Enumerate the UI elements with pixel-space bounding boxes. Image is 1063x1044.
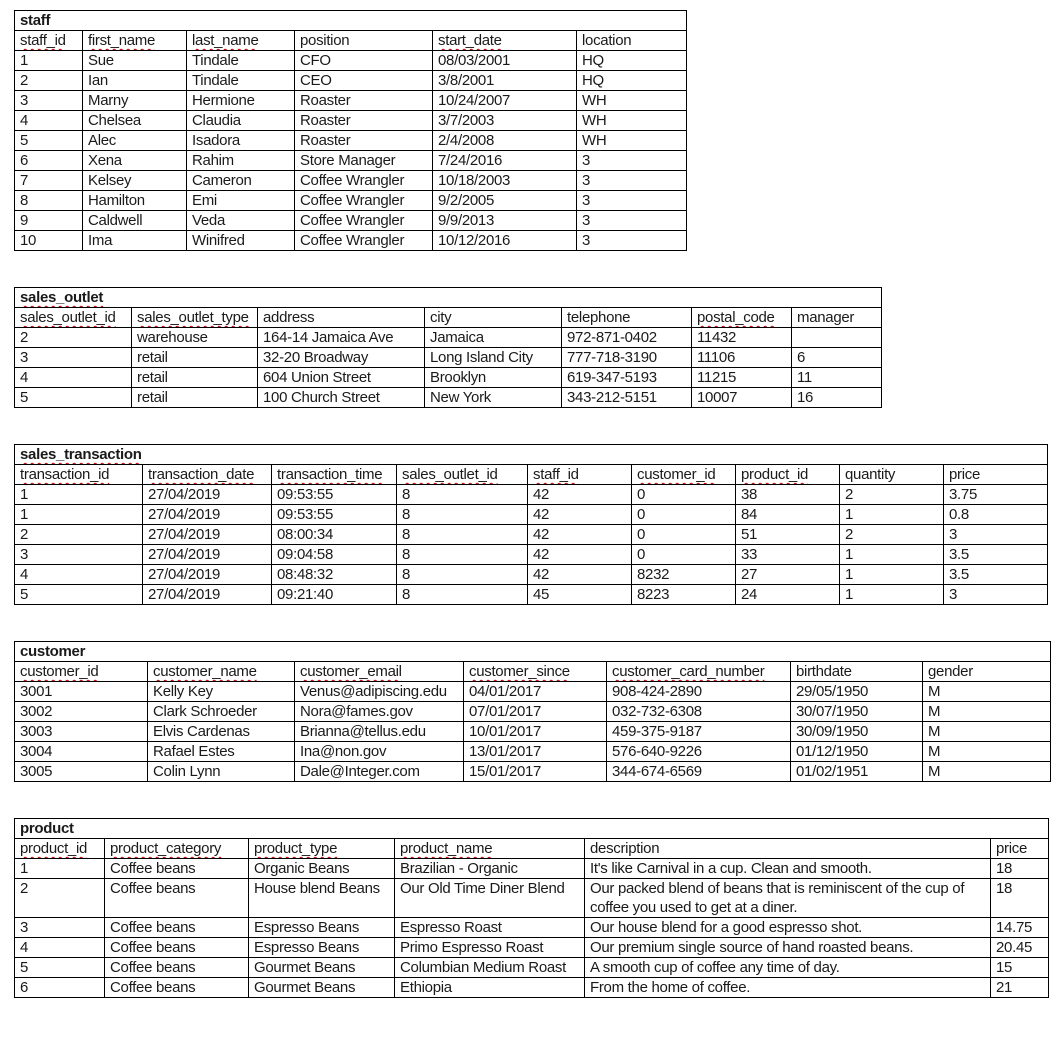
table-row — [15, 171, 687, 191]
cell: 2 — [15, 71, 83, 91]
cell: HQ — [577, 51, 687, 71]
cell: 3003 — [15, 722, 148, 742]
cell: Chelsea — [83, 111, 187, 131]
cell: HQ — [577, 71, 687, 91]
table-row — [15, 879, 1049, 918]
cell: Roaster — [295, 91, 433, 111]
column-header: customer_name — [148, 662, 295, 682]
cell: Coffee beans — [105, 918, 249, 938]
cell: Organic Beans — [249, 859, 395, 879]
cell: 7/24/2016 — [433, 151, 577, 171]
cell: 30/07/1950 — [791, 702, 923, 722]
cell: 7 — [15, 171, 83, 191]
cell: 18 — [991, 879, 1049, 918]
cell: 84 — [736, 505, 840, 525]
column-header: position — [295, 31, 433, 51]
cell: 2/4/2008 — [433, 131, 577, 151]
cell: 2 — [840, 525, 944, 545]
cell: 164-14 Jamaica Ave — [258, 328, 425, 348]
cell: 1 — [840, 545, 944, 565]
cell: 343-212-5151 — [562, 388, 692, 408]
cell: Emi — [187, 191, 295, 211]
cell: 8 — [397, 565, 528, 585]
cell: 07/01/2017 — [464, 702, 607, 722]
cell: 3005 — [15, 762, 148, 782]
cell: WH — [577, 131, 687, 151]
cell: 3.5 — [944, 545, 1048, 565]
cell: Coffee beans — [105, 978, 249, 998]
cell: Primo Espresso Roast — [395, 938, 585, 958]
cell: 9/2/2005 — [433, 191, 577, 211]
table-row — [15, 71, 687, 91]
cell: 3 — [944, 525, 1048, 545]
cell: It's like Carnival in a cup. Clean and smooth. — [585, 859, 991, 879]
cell: WH — [577, 111, 687, 131]
column-header: description — [585, 839, 991, 859]
product-title-row — [15, 819, 1049, 839]
cell: Clark Schroeder — [148, 702, 295, 722]
table-row — [15, 91, 687, 111]
column-header: first_name — [83, 31, 187, 51]
customer-header-row — [15, 662, 1051, 682]
cell: Gourmet Beans — [249, 958, 395, 978]
column-header: transaction_date — [143, 465, 272, 485]
cell: Tindale — [187, 51, 295, 71]
cell: 09:53:55 — [272, 485, 397, 505]
table-row — [15, 131, 687, 151]
cell: 1 — [15, 51, 83, 71]
cell: M — [923, 682, 1051, 702]
cell: Elvis Cardenas — [148, 722, 295, 742]
cell: 9 — [15, 211, 83, 231]
column-header: customer_card_number — [607, 662, 791, 682]
cell: 09:53:55 — [272, 505, 397, 525]
cell: Our Old Time Diner Blend — [395, 879, 585, 918]
table-row — [15, 525, 1048, 545]
cell: Ian — [83, 71, 187, 91]
cell: 10/01/2017 — [464, 722, 607, 742]
cell: 42 — [528, 545, 632, 565]
table-row — [15, 211, 687, 231]
cell: Xena — [83, 151, 187, 171]
cell: 11 — [792, 368, 882, 388]
cell: Claudia — [187, 111, 295, 131]
table-title: sales_transaction — [15, 445, 1048, 465]
table-row — [15, 702, 1051, 722]
cell: 21 — [991, 978, 1049, 998]
column-header: birthdate — [791, 662, 923, 682]
column-header: sales_outlet_id — [15, 308, 132, 328]
cell: 27/04/2019 — [143, 585, 272, 605]
cell: 11106 — [692, 348, 792, 368]
cell: Our packed blend of beans that is reminiscent of the cup of coffee you used to get at a diner. — [585, 879, 991, 918]
cell: retail — [132, 368, 258, 388]
cell: 3 — [577, 171, 687, 191]
column-header: product_name — [395, 839, 585, 859]
table-row — [15, 231, 687, 251]
cell: 344-674-6569 — [607, 762, 791, 782]
table-row — [15, 191, 687, 211]
column-header: product_category — [105, 839, 249, 859]
cell: 9/9/2013 — [433, 211, 577, 231]
cell: 8232 — [632, 565, 736, 585]
cell: 10 — [15, 231, 83, 251]
cell: From the home of coffee. — [585, 978, 991, 998]
cell: Rahim — [187, 151, 295, 171]
cell: Rafael Estes — [148, 742, 295, 762]
cell: Our house blend for a good espresso shot. — [585, 918, 991, 938]
product-table — [14, 818, 1049, 998]
table-row — [15, 111, 687, 131]
table-row — [15, 485, 1048, 505]
column-header: customer_email — [295, 662, 464, 682]
cell: New York — [425, 388, 562, 408]
cell: 15 — [991, 958, 1049, 978]
cell: 08/03/2001 — [433, 51, 577, 71]
cell: 4 — [15, 111, 83, 131]
cell: 10/24/2007 — [433, 91, 577, 111]
customer-title-row — [15, 642, 1051, 662]
column-header: transaction_id — [15, 465, 143, 485]
cell: House blend Beans — [249, 879, 395, 918]
sales_transaction-header-row — [15, 465, 1048, 485]
cell: 10/18/2003 — [433, 171, 577, 191]
cell: 3002 — [15, 702, 148, 722]
staff-title-row — [15, 11, 687, 31]
cell: 777-718-3190 — [562, 348, 692, 368]
staff-header-row — [15, 31, 687, 51]
cell: 3.5 — [944, 565, 1048, 585]
cell: 10007 — [692, 388, 792, 408]
cell: 8223 — [632, 585, 736, 605]
cell: Gourmet Beans — [249, 978, 395, 998]
column-header: customer_id — [632, 465, 736, 485]
cell: 09:21:40 — [272, 585, 397, 605]
cell: 8 — [397, 505, 528, 525]
cell: Columbian Medium Roast — [395, 958, 585, 978]
cell: 6 — [15, 151, 83, 171]
column-header: location — [577, 31, 687, 51]
column-header: product_id — [736, 465, 840, 485]
cell: 1 — [15, 485, 143, 505]
cell: Nora@fames.gov — [295, 702, 464, 722]
cell: Venus@adipiscing.edu — [295, 682, 464, 702]
cell: 459-375-9187 — [607, 722, 791, 742]
cell: Veda — [187, 211, 295, 231]
cell: Espresso Beans — [249, 918, 395, 938]
table-title: staff — [15, 11, 687, 31]
table-row — [15, 978, 1049, 998]
cell: Alec — [83, 131, 187, 151]
table-row — [15, 505, 1048, 525]
cell: Kelly Key — [148, 682, 295, 702]
cell: 0 — [632, 505, 736, 525]
cell: Coffee Wrangler — [295, 191, 433, 211]
cell: 0.8 — [944, 505, 1048, 525]
cell: Long Island City — [425, 348, 562, 368]
cell: Espresso Beans — [249, 938, 395, 958]
cell: Store Manager — [295, 151, 433, 171]
cell: 27/04/2019 — [143, 565, 272, 585]
cell: 3 — [15, 91, 83, 111]
cell: M — [923, 762, 1051, 782]
cell: Isadora — [187, 131, 295, 151]
cell: 10/12/2016 — [433, 231, 577, 251]
table-row — [15, 545, 1048, 565]
cell: 24 — [736, 585, 840, 605]
cell: Coffee Wrangler — [295, 231, 433, 251]
cell: A smooth cup of coffee any time of day. — [585, 958, 991, 978]
column-header: staff_id — [528, 465, 632, 485]
cell: Cameron — [187, 171, 295, 191]
cell: 13/01/2017 — [464, 742, 607, 762]
table-row — [15, 958, 1049, 978]
table-row — [15, 742, 1051, 762]
cell: 6 — [15, 978, 105, 998]
cell: 2 — [840, 485, 944, 505]
cell: 42 — [528, 485, 632, 505]
cell: 3 — [577, 151, 687, 171]
column-header: telephone — [562, 308, 692, 328]
cell: 3004 — [15, 742, 148, 762]
cell: 11215 — [692, 368, 792, 388]
cell: 1 — [840, 585, 944, 605]
table-row — [15, 938, 1049, 958]
cell: 3 — [15, 545, 143, 565]
cell: 3 — [577, 191, 687, 211]
cell: 1 — [15, 505, 143, 525]
cell: Coffee beans — [105, 879, 249, 918]
cell: 4 — [15, 938, 105, 958]
cell: Hermione — [187, 91, 295, 111]
cell: 27/04/2019 — [143, 505, 272, 525]
cell: 33 — [736, 545, 840, 565]
column-header: city — [425, 308, 562, 328]
sales_transaction-title-row — [15, 445, 1048, 465]
sales-outlet-table — [14, 287, 882, 408]
table-row — [15, 859, 1049, 879]
cell: CFO — [295, 51, 433, 71]
cell: Ethiopia — [395, 978, 585, 998]
cell: 619-347-5193 — [562, 368, 692, 388]
cell: Our premium single source of hand roasted beans. — [585, 938, 991, 958]
cell: 1 — [840, 565, 944, 585]
column-header: sales_outlet_type — [132, 308, 258, 328]
cell: 08:00:34 — [272, 525, 397, 545]
table-title: sales_outlet — [15, 288, 882, 308]
cell: 5 — [15, 388, 132, 408]
cell: Ina@non.gov — [295, 742, 464, 762]
cell: 27/04/2019 — [143, 485, 272, 505]
cell: 38 — [736, 485, 840, 505]
cell: Coffee beans — [105, 958, 249, 978]
cell: 27 — [736, 565, 840, 585]
cell: 4 — [15, 368, 132, 388]
cell: 27/04/2019 — [143, 545, 272, 565]
cell: Coffee beans — [105, 938, 249, 958]
cell: Hamilton — [83, 191, 187, 211]
cell: 42 — [528, 525, 632, 545]
cell — [792, 328, 882, 348]
cell: retail — [132, 348, 258, 368]
cell: 3001 — [15, 682, 148, 702]
table-row — [15, 585, 1048, 605]
cell: M — [923, 742, 1051, 762]
column-header: quantity — [840, 465, 944, 485]
column-header: address — [258, 308, 425, 328]
table-row — [15, 565, 1048, 585]
cell: WH — [577, 91, 687, 111]
cell: 6 — [792, 348, 882, 368]
cell: Brazilian - Organic — [395, 859, 585, 879]
cell: 32-20 Broadway — [258, 348, 425, 368]
cell: 14.75 — [991, 918, 1049, 938]
column-header: customer_since — [464, 662, 607, 682]
table-row — [15, 918, 1049, 938]
table-row — [15, 368, 882, 388]
cell: 01/02/1951 — [791, 762, 923, 782]
cell: 08:48:32 — [272, 565, 397, 585]
cell: 3 — [15, 918, 105, 938]
cell: Dale@Integer.com — [295, 762, 464, 782]
cell: Brooklyn — [425, 368, 562, 388]
cell: 0 — [632, 485, 736, 505]
cell: M — [923, 722, 1051, 742]
column-header: staff_id — [15, 31, 83, 51]
cell: Roaster — [295, 131, 433, 151]
sales-transaction-table — [14, 444, 1048, 605]
cell: 15/01/2017 — [464, 762, 607, 782]
cell: 908-424-2890 — [607, 682, 791, 702]
cell: 09:04:58 — [272, 545, 397, 565]
cell: 2 — [15, 525, 143, 545]
cell: 972-871-0402 — [562, 328, 692, 348]
cell: 3 — [577, 231, 687, 251]
cell: Tindale — [187, 71, 295, 91]
cell: CEO — [295, 71, 433, 91]
cell: 3.75 — [944, 485, 1048, 505]
cell: Espresso Roast — [395, 918, 585, 938]
cell: Sue — [83, 51, 187, 71]
cell: warehouse — [132, 328, 258, 348]
cell: 5 — [15, 585, 143, 605]
column-header: product_id — [15, 839, 105, 859]
column-header: gender — [923, 662, 1051, 682]
cell: 51 — [736, 525, 840, 545]
cell: 1 — [15, 859, 105, 879]
cell: Ima — [83, 231, 187, 251]
cell: 3 — [15, 348, 132, 368]
sales_outlet-title-row — [15, 288, 882, 308]
staff-table — [14, 10, 687, 251]
column-header: customer_id — [15, 662, 148, 682]
cell: 29/05/1950 — [791, 682, 923, 702]
cell: 5 — [15, 131, 83, 151]
cell: 8 — [15, 191, 83, 211]
cell: Roaster — [295, 111, 433, 131]
column-header: last_name — [187, 31, 295, 51]
cell: 11432 — [692, 328, 792, 348]
cell: 576-640-9226 — [607, 742, 791, 762]
cell: 3 — [577, 211, 687, 231]
cell: 30/09/1950 — [791, 722, 923, 742]
sales_outlet-header-row — [15, 308, 882, 328]
cell: 8 — [397, 525, 528, 545]
customer-table — [14, 641, 1051, 782]
table-row — [15, 762, 1051, 782]
product-header-row — [15, 839, 1049, 859]
cell: 2 — [15, 879, 105, 918]
cell: 0 — [632, 545, 736, 565]
cell: 0 — [632, 525, 736, 545]
cell: 42 — [528, 505, 632, 525]
cell: retail — [132, 388, 258, 408]
cell: Colin Lynn — [148, 762, 295, 782]
cell: Marny — [83, 91, 187, 111]
cell: 04/01/2017 — [464, 682, 607, 702]
table-row — [15, 722, 1051, 742]
cell: 2 — [15, 328, 132, 348]
cell: Caldwell — [83, 211, 187, 231]
table-row — [15, 682, 1051, 702]
column-header: start_date — [433, 31, 577, 51]
column-header: manager — [792, 308, 882, 328]
cell: 16 — [792, 388, 882, 408]
cell: Jamaica — [425, 328, 562, 348]
table-row — [15, 151, 687, 171]
cell: Brianna@tellus.edu — [295, 722, 464, 742]
cell: Coffee beans — [105, 859, 249, 879]
cell: 3/8/2001 — [433, 71, 577, 91]
column-header: transaction_time — [272, 465, 397, 485]
cell: 100 Church Street — [258, 388, 425, 408]
cell: 01/12/1950 — [791, 742, 923, 762]
cell: 27/04/2019 — [143, 525, 272, 545]
cell: M — [923, 702, 1051, 722]
table-row — [15, 51, 687, 71]
cell: 3 — [944, 585, 1048, 605]
column-header: price — [991, 839, 1049, 859]
cell: 5 — [15, 958, 105, 978]
cell: 8 — [397, 545, 528, 565]
cell: Kelsey — [83, 171, 187, 191]
cell: 1 — [840, 505, 944, 525]
table-title: product — [15, 819, 1049, 839]
column-header: price — [944, 465, 1048, 485]
cell: 8 — [397, 485, 528, 505]
cell: Coffee Wrangler — [295, 171, 433, 191]
table-title: customer — [15, 642, 1051, 662]
table-row — [15, 328, 882, 348]
cell: 4 — [15, 565, 143, 585]
table-row — [15, 348, 882, 368]
cell: 45 — [528, 585, 632, 605]
cell: 20.45 — [991, 938, 1049, 958]
cell: Coffee Wrangler — [295, 211, 433, 231]
cell: 032-732-6308 — [607, 702, 791, 722]
cell: 8 — [397, 585, 528, 605]
cell: Winifred — [187, 231, 295, 251]
column-header: product_type — [249, 839, 395, 859]
cell: 42 — [528, 565, 632, 585]
cell: 18 — [991, 859, 1049, 879]
cell: 3/7/2003 — [433, 111, 577, 131]
column-header: sales_outlet_id — [397, 465, 528, 485]
cell: 604 Union Street — [258, 368, 425, 388]
column-header: postal_code — [692, 308, 792, 328]
table-row — [15, 388, 882, 408]
